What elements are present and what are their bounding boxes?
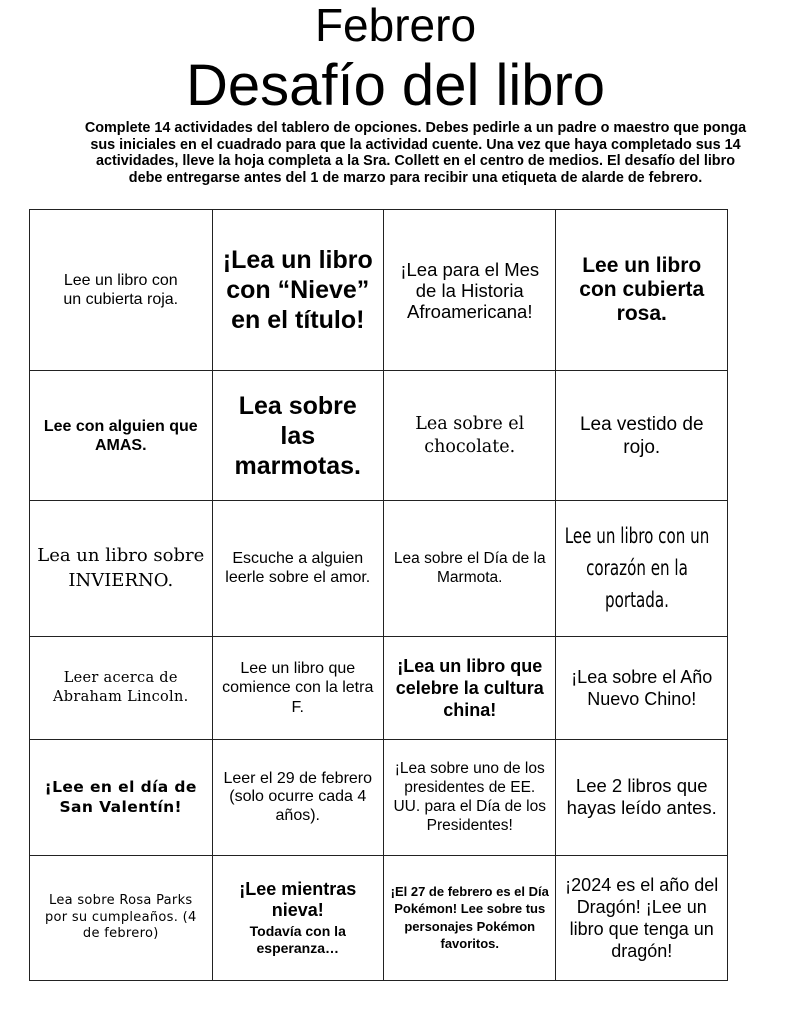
cell-text: Leer el 29 de febrero (solo ocurre cada 4 años). xyxy=(223,769,373,824)
cell-text: ¡Lea sobre el Año Nuevo Chino! xyxy=(571,667,713,710)
cell-text: Lea vestido de rojo. xyxy=(579,413,704,458)
cell-text: ¡2024 es el año del Dragón! ¡Lee un libro que tenga un dragón! xyxy=(565,874,719,961)
cell-text: Lee un libro con un cubierta roja. xyxy=(63,272,179,309)
cell-text: Escuche a alguien leerle sobre el amor. xyxy=(225,549,371,587)
board-cell xyxy=(556,210,728,371)
board-cell xyxy=(30,740,213,855)
page-month-title: Febrero xyxy=(314,0,477,51)
board-row xyxy=(30,740,728,855)
cell-text: Lea un libro sobre INVIERNO. xyxy=(37,545,205,592)
board-row xyxy=(30,855,728,980)
board-cell xyxy=(384,637,556,740)
cell-text: Lee un libro con cubierta rosa. xyxy=(579,254,705,326)
cell-text: Lee con alguien que AMAS. xyxy=(43,417,198,454)
cell-text: Lee un libro que comience con la letra F. xyxy=(222,659,374,716)
board-row xyxy=(30,210,728,371)
board-cell xyxy=(30,637,213,740)
cell-text: ¡Lea un libro con “Nieve” en el título! xyxy=(222,246,373,335)
board-row xyxy=(30,371,728,500)
cell-text: ¡Lea sobre uno de los presidentes de EE. UU. para el Día de los Presidentes! xyxy=(393,760,546,835)
cell-text: ¡El 27 de febrero es el Día Pokémon! Lee sobre tus personajes Pokémon favoritos. xyxy=(390,883,549,952)
cell-text: Lea sobre el Día de la Marmota. xyxy=(393,549,546,587)
board-cell xyxy=(384,855,556,980)
board-cell xyxy=(556,371,728,500)
board-row xyxy=(30,637,728,740)
board-cell xyxy=(212,500,383,636)
board-cell xyxy=(384,500,556,636)
cell-text: Lea sobre el chocolate. xyxy=(415,413,525,457)
board-cell xyxy=(384,210,556,371)
board-cell xyxy=(556,855,728,980)
cell-text: ¡Lee mientras nieva! xyxy=(239,878,357,920)
cell-text: Lee un libro con un corazón en la portada. xyxy=(565,524,710,613)
page-title: Desafío del libro xyxy=(185,53,606,118)
cell-text: ¡Lea para el Mes de la Historia Afroamericana! xyxy=(400,258,540,322)
board-cell xyxy=(556,740,728,855)
board-cell xyxy=(384,740,556,855)
board-cell xyxy=(212,740,383,855)
board-cell xyxy=(384,371,556,500)
cell-subtext: Todavía con la esperanza… xyxy=(249,922,346,956)
cell-text: Leer acerca de Abraham Lincoln. xyxy=(53,670,189,706)
board-cell xyxy=(30,855,213,980)
board-cell xyxy=(212,855,383,980)
board-cell xyxy=(556,637,728,740)
cell-text: Lee 2 libros que hayas leído antes. xyxy=(566,775,717,819)
board-row xyxy=(30,500,728,636)
board-cell xyxy=(556,500,728,636)
cell-text: Lea sobre Rosa Parks por su cumpleaños. (4 de febrero) xyxy=(44,893,197,942)
instructions-text: Complete 14 actividades del tablero de opciones. Debes pedirle a un padre o maestro que ponga sus iniciales en el cuadrado para que la actividad cuente. Una vez que haya completado sus 14 actividades, lleve la hoja completa a la Sra. Collett en el centro de medios. El desafío del libro debe entregarse antes del 1 de marzo para recibir una etiqueta de alarde de febrero. xyxy=(84,120,747,186)
choice-board xyxy=(29,209,728,981)
cell-text: ¡Lee en el día de San Valentín! xyxy=(44,778,197,817)
board-cell xyxy=(212,637,383,740)
cell-text: ¡Lea un libro que celebre la cultura china! xyxy=(395,656,544,721)
board-cell xyxy=(30,210,213,371)
cell-text: Lea sobre las marmotas. xyxy=(234,391,361,480)
board-cell xyxy=(30,371,213,500)
board-cell xyxy=(212,371,383,500)
board-cell xyxy=(212,210,383,371)
board-cell xyxy=(30,500,213,636)
